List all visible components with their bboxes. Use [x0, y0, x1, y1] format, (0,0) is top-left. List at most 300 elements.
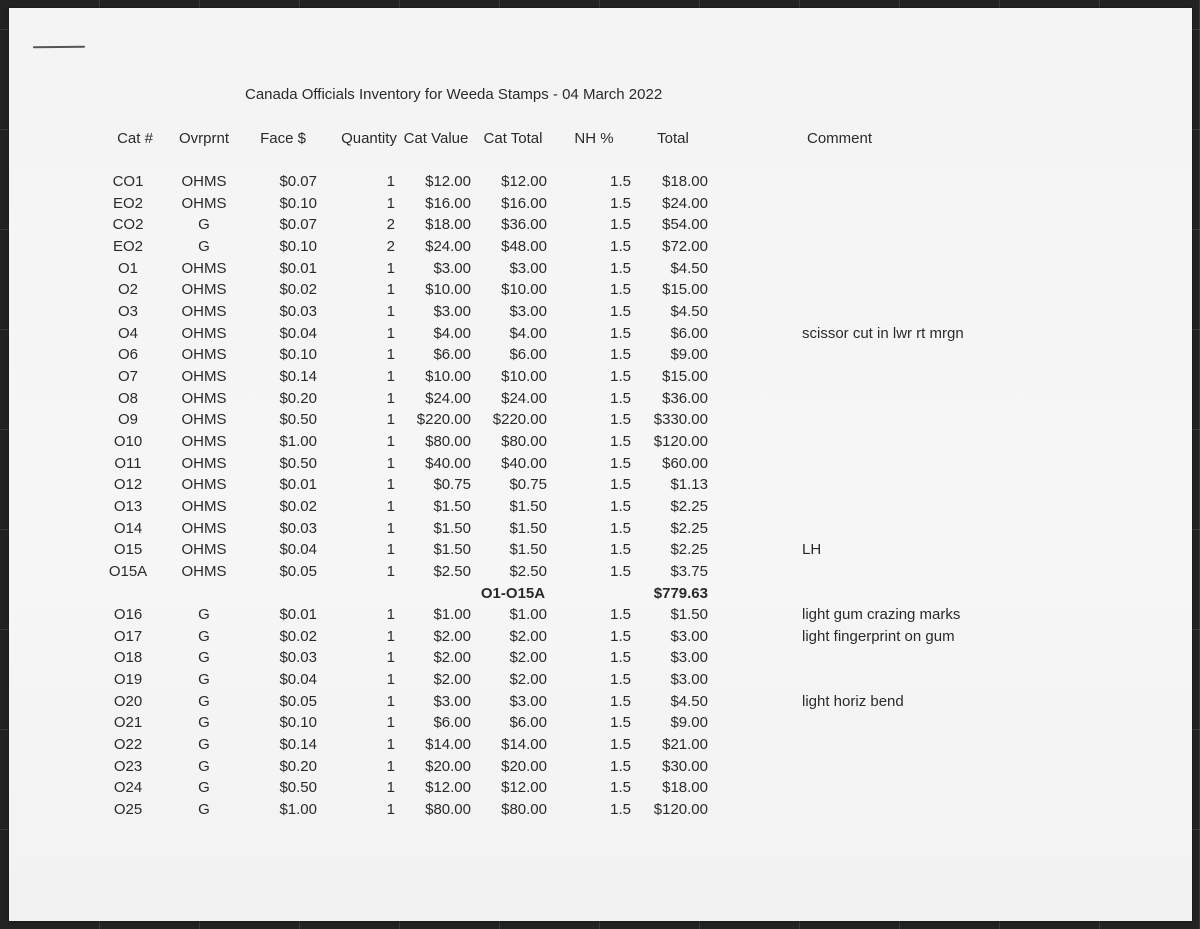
cell-cat-value: $24.00	[425, 389, 471, 407]
cell-total: $15.00	[662, 368, 708, 386]
cell-comment	[802, 735, 1182, 755]
cell-cat-value: $220.00	[416, 411, 471, 429]
cell-cat-value: $1.50	[433, 519, 471, 537]
cell-comment	[802, 757, 1182, 777]
cell-ovrprnt: OHMS	[181, 259, 227, 277]
cell-cat-total: $2.00	[509, 627, 547, 645]
cell-quantity: 1	[386, 736, 395, 754]
cell-total: $18.00	[662, 779, 708, 797]
cell-ovrprnt: OHMS	[181, 433, 227, 451]
cell-nh-pct: 1.5	[610, 303, 631, 321]
cell-total: $24.00	[662, 194, 708, 212]
cell-total: $4.50	[670, 259, 708, 277]
cell-cat-total: $36.00	[501, 216, 547, 234]
cell-cat-total: $2.50	[509, 563, 547, 581]
cell-ovrprnt: OHMS	[181, 194, 227, 212]
cell-cat-value: $3.00	[433, 692, 471, 710]
cell-comment	[802, 302, 1182, 322]
cell-cat-value: $3.00	[433, 259, 471, 277]
cell-comment	[802, 237, 1182, 257]
cell-ovrprnt: OHMS	[181, 454, 227, 472]
header-cat: Cat #	[117, 130, 153, 147]
cell-ovrprnt: OHMS	[181, 498, 227, 516]
cell-face: $0.02	[279, 498, 317, 516]
cell-quantity: 1	[386, 281, 395, 299]
table-row	[9, 389, 1192, 409]
table-row	[9, 800, 1192, 820]
table-row	[9, 215, 1192, 235]
cell-nh-pct: 1.5	[610, 368, 631, 386]
table-row	[9, 713, 1192, 733]
cell-cat-total: $40.00	[501, 454, 547, 472]
cell-nh-pct: 1.5	[610, 671, 631, 688]
cell-cat: O7	[117, 368, 138, 386]
cell-ovrprnt: OHMS	[181, 281, 227, 299]
cell-total: $60.00	[662, 454, 708, 472]
cell-quantity: 1	[386, 606, 395, 623]
cell-comment: light fingerprint on gum	[802, 627, 955, 645]
cell-nh-pct: 1.5	[610, 714, 631, 732]
cell-cat: CO1	[112, 173, 144, 190]
cell-quantity: 2	[386, 238, 395, 255]
cell-comment	[802, 778, 1182, 798]
cell-nh-pct: 1.5	[610, 779, 631, 797]
cell-quantity: 1	[386, 194, 395, 212]
cell-total: $4.50	[670, 692, 708, 710]
cell-quantity: 1	[386, 563, 395, 581]
cell-comment	[802, 259, 1182, 279]
cell-nh-pct: 1.5	[610, 476, 631, 494]
cell-cat-total: $80.00	[501, 801, 547, 819]
table-row	[9, 410, 1192, 430]
cell-cat: O15A	[108, 563, 148, 581]
cell-cat-value: $18.00	[425, 216, 471, 234]
cell-cat: O6	[117, 346, 138, 364]
cell-cat-value: $1.50	[433, 498, 471, 516]
cell-face: $0.03	[279, 303, 317, 321]
cell-cat-total: $12.00	[501, 173, 547, 190]
subtotal-value: $779.63	[653, 585, 708, 602]
cell-total: $9.00	[670, 714, 708, 732]
cell-cat: O22	[113, 736, 143, 754]
cell-quantity: 1	[386, 779, 395, 797]
cell-quantity: 1	[386, 692, 395, 710]
cell-quantity: 1	[386, 324, 395, 342]
cell-cat: O12	[113, 476, 143, 494]
cell-comment	[802, 713, 1182, 733]
cell-comment	[802, 194, 1182, 214]
cell-total: $72.00	[662, 238, 708, 255]
header-cat-total: Cat Total	[483, 130, 543, 147]
cell-quantity: 1	[386, 411, 395, 429]
cell-comment	[802, 432, 1182, 452]
cell-cat-total: $14.00	[501, 736, 547, 754]
cell-cat-value: $24.00	[425, 238, 471, 255]
cell-total: $3.75	[670, 563, 708, 581]
cell-cat: O14	[113, 519, 143, 537]
cell-nh-pct: 1.5	[610, 389, 631, 407]
cell-nh-pct: 1.5	[610, 541, 631, 559]
cell-cat: O9	[117, 411, 138, 429]
cell-quantity: 1	[386, 541, 395, 559]
cell-cat-total: $12.00	[501, 779, 547, 797]
cell-nh-pct: 1.5	[610, 454, 631, 472]
cell-cat-value: $16.00	[425, 194, 471, 212]
sheet-title: Canada Officials Inventory for Weeda Stamps - 04 March 2022	[245, 86, 663, 103]
cell-cat-value: $1.00	[433, 606, 471, 623]
cell-cat: O24	[113, 779, 143, 797]
table-row	[9, 280, 1192, 300]
header-ovrprnt: Ovrprnt	[178, 130, 229, 147]
cell-nh-pct: 1.5	[610, 606, 631, 623]
cell-nh-pct: 1.5	[610, 519, 631, 537]
cell-nh-pct: 1.5	[610, 411, 631, 429]
cell-comment	[802, 367, 1182, 387]
cell-cat-value: $1.50	[433, 541, 471, 559]
cell-face: $0.04	[279, 324, 317, 342]
cell-cat-total: $3.00	[509, 259, 547, 277]
cell-cat-value: $4.00	[433, 324, 471, 342]
table-row	[9, 237, 1192, 257]
cell-ovrprnt: G	[198, 671, 210, 688]
cell-face: $0.10	[279, 194, 317, 212]
cell-total: $330.00	[653, 411, 708, 429]
cell-comment	[802, 475, 1182, 495]
cell-cat-value: $3.00	[433, 303, 471, 321]
cell-quantity: 1	[386, 757, 395, 775]
header-face: Face $	[260, 130, 306, 147]
cell-nh-pct: 1.5	[610, 757, 631, 775]
cell-cat-value: $20.00	[425, 757, 471, 775]
cell-total: $2.25	[670, 498, 708, 516]
cell-cat: CO2	[112, 216, 144, 234]
table-row	[9, 540, 1192, 560]
cell-cat: O17	[113, 627, 143, 645]
cell-total: $9.00	[670, 346, 708, 364]
cell-face: $0.14	[279, 736, 317, 754]
cell-ovrprnt: G	[198, 216, 210, 234]
cell-cat-value: $10.00	[425, 368, 471, 386]
cell-cat: O19	[113, 671, 143, 688]
cell-ovrprnt: G	[198, 736, 210, 754]
cell-cat-value: $6.00	[433, 714, 471, 732]
cell-cat-value: $40.00	[425, 454, 471, 472]
cell-cat-total: $3.00	[509, 303, 547, 321]
cell-comment: light horiz bend	[802, 692, 904, 710]
table-row	[9, 302, 1192, 322]
cell-face: $0.02	[279, 281, 317, 299]
subtotal-label: O1-O15A	[480, 585, 546, 602]
cell-cat-total: $3.00	[509, 692, 547, 710]
table-row	[9, 497, 1192, 517]
cell-comment	[802, 648, 1182, 668]
table-row	[9, 519, 1192, 539]
cell-nh-pct: 1.5	[610, 801, 631, 819]
cell-cat-value: $2.00	[433, 671, 471, 688]
cell-face: $1.00	[279, 801, 317, 819]
cell-comment	[802, 215, 1182, 235]
table-row	[9, 692, 1192, 712]
cell-cat-value: $12.00	[425, 173, 471, 190]
cell-quantity: 1	[386, 346, 395, 364]
cell-face: $0.20	[279, 757, 317, 775]
cell-nh-pct: 1.5	[610, 259, 631, 277]
table-header	[9, 129, 1192, 149]
cell-cat-total: $24.00	[501, 389, 547, 407]
cell-ovrprnt: G	[198, 649, 210, 667]
cell-comment: LH	[802, 541, 822, 559]
header-total: Total	[657, 130, 689, 147]
cell-cat-total: $1.50	[509, 498, 547, 516]
cell-face: $0.01	[279, 606, 317, 623]
cell-quantity: 1	[386, 476, 395, 494]
cell-ovrprnt: OHMS	[181, 303, 227, 321]
cell-total: $2.25	[670, 519, 708, 537]
cell-comment	[802, 410, 1182, 430]
cell-quantity: 1	[386, 519, 395, 537]
table-row	[9, 757, 1192, 777]
cell-cat: O21	[113, 714, 143, 732]
cell-cat: O23	[113, 757, 143, 775]
cell-cat-total: $2.00	[509, 649, 547, 667]
cell-cat-total: $1.00	[509, 606, 547, 623]
table-row	[9, 172, 1192, 192]
cell-total: $18.00	[662, 173, 708, 190]
cell-cat-value: $2.00	[433, 627, 471, 645]
cell-face: $0.50	[279, 779, 317, 797]
cell-quantity: 1	[386, 368, 395, 386]
cell-face: $0.03	[279, 649, 317, 667]
cell-comment	[802, 562, 1182, 582]
cell-face: $0.07	[279, 173, 317, 190]
cell-ovrprnt: G	[198, 238, 210, 255]
cell-total: $1.13	[670, 476, 708, 494]
cell-cat-total: $16.00	[501, 194, 547, 212]
table-row	[9, 670, 1192, 690]
cell-quantity: 1	[386, 389, 395, 407]
cell-ovrprnt: G	[198, 627, 210, 645]
cell-cat-total: $2.00	[509, 671, 547, 688]
header-comment: Comment	[807, 130, 873, 147]
cell-quantity: 1	[386, 303, 395, 321]
cell-face: $0.05	[279, 563, 317, 581]
cell-cat-value: $2.00	[433, 649, 471, 667]
cell-cat-total: $10.00	[501, 368, 547, 386]
cell-face: $0.50	[279, 454, 317, 472]
cell-quantity: 2	[386, 216, 395, 234]
cell-cat: O2	[117, 281, 138, 299]
cell-cat: O15	[113, 541, 143, 559]
cell-total: $120.00	[653, 801, 708, 819]
cell-comment	[802, 389, 1182, 409]
cell-quantity: 1	[386, 627, 395, 645]
cell-quantity: 1	[386, 173, 395, 190]
cell-cat-total: $10.00	[501, 281, 547, 299]
cell-cat: O1	[117, 259, 138, 277]
cell-total: $2.25	[670, 541, 708, 559]
cell-ovrprnt: OHMS	[181, 346, 227, 364]
cell-ovrprnt: OHMS	[181, 389, 227, 407]
cell-comment	[802, 454, 1182, 474]
table-row	[9, 627, 1192, 647]
cell-cat-total: $0.75	[509, 476, 547, 494]
cell-ovrprnt: G	[198, 779, 210, 797]
cell-cat-value: $2.50	[433, 563, 471, 581]
cell-face: $0.03	[279, 519, 317, 537]
cell-cat-total: $6.00	[509, 346, 547, 364]
cell-total: $15.00	[662, 281, 708, 299]
cell-nh-pct: 1.5	[610, 563, 631, 581]
table-row	[9, 735, 1192, 755]
cell-nh-pct: 1.5	[610, 346, 631, 364]
cell-cat-total: $48.00	[501, 238, 547, 255]
cell-ovrprnt: G	[198, 606, 210, 623]
cell-nh-pct: 1.5	[610, 498, 631, 516]
cell-quantity: 1	[386, 454, 395, 472]
cell-cat-total: $6.00	[509, 714, 547, 732]
cell-ovrprnt: G	[198, 801, 210, 819]
cell-cat-value: $12.00	[425, 779, 471, 797]
table-row	[9, 454, 1192, 474]
cell-comment	[802, 497, 1182, 517]
cell-ovrprnt: G	[198, 757, 210, 775]
cell-comment	[802, 519, 1182, 539]
cell-nh-pct: 1.5	[610, 627, 631, 645]
cell-nh-pct: 1.5	[610, 433, 631, 451]
inventory-sheet	[9, 8, 1192, 921]
table-row	[9, 324, 1192, 344]
cell-ovrprnt: OHMS	[181, 368, 227, 386]
cell-cat: O18	[113, 649, 143, 667]
cell-cat-value: $80.00	[425, 433, 471, 451]
cell-ovrprnt: OHMS	[181, 519, 227, 537]
cell-cat: O10	[113, 433, 143, 451]
cell-face: $0.04	[279, 541, 317, 559]
table-row	[9, 648, 1192, 668]
cell-total: $3.00	[670, 627, 708, 645]
cell-ovrprnt: G	[198, 714, 210, 732]
cell-cat-value: $80.00	[425, 801, 471, 819]
cell-cat: EO2	[112, 238, 143, 255]
cell-cat: O3	[117, 303, 138, 321]
table-row	[9, 432, 1192, 452]
cell-quantity: 1	[386, 259, 395, 277]
cell-nh-pct: 1.5	[610, 194, 631, 212]
cell-nh-pct: 1.5	[610, 238, 631, 255]
cell-total: $54.00	[662, 216, 708, 234]
cell-cat-value: $0.75	[433, 476, 471, 494]
cell-ovrprnt: G	[198, 692, 210, 710]
cell-face: $0.10	[279, 238, 317, 255]
cell-cat-total: $1.50	[509, 519, 547, 537]
table-row	[9, 562, 1192, 582]
cell-total: $120.00	[653, 433, 708, 451]
cell-nh-pct: 1.5	[610, 692, 631, 710]
cell-cat: O20	[113, 692, 143, 710]
header-cat-value: Cat Value	[403, 130, 469, 147]
cell-face: $0.01	[279, 259, 317, 277]
cell-nh-pct: 1.5	[610, 216, 631, 234]
cell-face: $0.05	[279, 692, 317, 710]
cell-cat: O11	[114, 454, 142, 472]
cell-ovrprnt: OHMS	[181, 324, 227, 342]
cell-comment: scissor cut in lwr rt mrgn	[802, 324, 964, 342]
cell-face: $1.00	[279, 433, 317, 451]
cell-cat: O8	[117, 389, 138, 407]
table-row	[9, 605, 1192, 625]
cell-face: $0.10	[279, 346, 317, 364]
cell-cat: EO2	[112, 194, 143, 212]
cell-comment	[802, 345, 1182, 365]
cell-cat-value: $10.00	[425, 281, 471, 299]
header-quantity: Quantity	[341, 130, 397, 147]
header-nh-pct: NH %	[574, 130, 614, 147]
cell-nh-pct: 1.5	[610, 281, 631, 299]
cell-face: $0.04	[279, 671, 317, 688]
cell-face: $0.07	[279, 216, 317, 234]
table-row	[9, 345, 1192, 365]
cell-face: $0.02	[279, 627, 317, 645]
cell-face: $0.20	[279, 389, 317, 407]
cell-cat-total: $4.00	[509, 324, 547, 342]
cell-face: $0.14	[279, 368, 317, 386]
cell-ovrprnt: OHMS	[181, 476, 227, 494]
cell-face: $0.10	[279, 714, 317, 732]
cell-comment: light gum crazing marks	[802, 606, 961, 623]
cell-total: $6.00	[670, 324, 708, 342]
pen-mark	[33, 46, 85, 49]
cell-comment	[802, 172, 1182, 192]
table-row	[9, 194, 1192, 214]
cell-total: $36.00	[662, 389, 708, 407]
cell-cat: O13	[113, 498, 143, 516]
cell-ovrprnt: OHMS	[181, 173, 227, 190]
cell-total: $3.00	[670, 649, 708, 667]
cell-quantity: 1	[386, 433, 395, 451]
cell-ovrprnt: OHMS	[181, 563, 227, 581]
cell-ovrprnt: OHMS	[181, 541, 227, 559]
cell-face: $0.01	[279, 476, 317, 494]
cell-quantity: 1	[386, 801, 395, 819]
cell-total: $4.50	[670, 303, 708, 321]
cell-comment	[802, 670, 1182, 690]
cell-cat-total: $1.50	[509, 541, 547, 559]
table-row	[9, 475, 1192, 495]
cell-quantity: 1	[386, 649, 395, 667]
cell-total: $30.00	[662, 757, 708, 775]
cell-comment	[802, 800, 1182, 820]
cell-cat-value: $14.00	[425, 736, 471, 754]
cell-cat-total: $220.00	[492, 411, 547, 429]
cell-face: $0.50	[279, 411, 317, 429]
cell-nh-pct: 1.5	[610, 649, 631, 667]
cell-cat: O4	[117, 324, 138, 342]
cell-cat-total: $80.00	[501, 433, 547, 451]
cell-cat: O25	[113, 801, 143, 819]
cell-cat-total: $20.00	[501, 757, 547, 775]
table-row	[9, 367, 1192, 387]
subtotal-row	[9, 584, 1192, 604]
cell-nh-pct: 1.5	[610, 324, 631, 342]
cell-cat: O16	[113, 606, 143, 623]
table-row	[9, 259, 1192, 279]
cell-quantity: 1	[386, 671, 395, 688]
cell-nh-pct: 1.5	[610, 736, 631, 754]
cell-total: $1.50	[670, 606, 708, 623]
cell-total: $21.00	[662, 736, 708, 754]
cell-quantity: 1	[386, 714, 395, 732]
cell-nh-pct: 1.5	[610, 173, 631, 190]
